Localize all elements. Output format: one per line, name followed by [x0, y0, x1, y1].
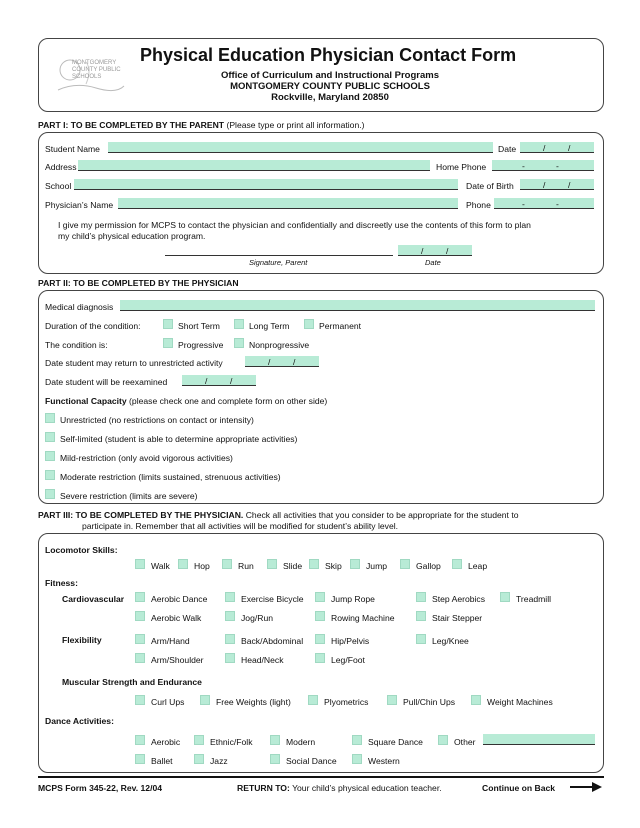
- permanent-checkbox[interactable]: [304, 319, 314, 329]
- school-label: School: [45, 181, 72, 191]
- locomotor-checkbox[interactable]: [350, 559, 360, 569]
- date-input[interactable]: [520, 142, 594, 152]
- signature-label: Signature, Parent: [249, 258, 308, 267]
- moderate-restriction-checkbox[interactable]: [45, 470, 55, 480]
- phone-input[interactable]: [494, 198, 594, 208]
- dance-row2-checkbox[interactable]: [270, 754, 280, 764]
- sig-date-line: [398, 255, 472, 256]
- flex-row2-checkbox[interactable]: [135, 653, 145, 663]
- dance-row1-checkbox[interactable]: [194, 735, 204, 745]
- reexam-line: [182, 385, 256, 386]
- return-date-sep-2: /: [293, 357, 296, 367]
- cardio-row2-checkbox[interactable]: [225, 611, 235, 621]
- locomotor-label: Jump: [366, 561, 388, 571]
- dob-label: Date of Birth: [466, 181, 514, 191]
- home-phone-input[interactable]: [492, 160, 594, 170]
- home-phone-line: [492, 170, 594, 171]
- mild-restriction-checkbox[interactable]: [45, 451, 55, 461]
- strength-checkbox[interactable]: [308, 695, 318, 705]
- short-term-label: Short Term: [178, 321, 220, 331]
- dance-row1-checkbox[interactable]: [135, 735, 145, 745]
- dob-sep-1: /: [543, 180, 546, 190]
- strength-checkbox[interactable]: [471, 695, 481, 705]
- school-line: [74, 189, 458, 190]
- cardio-row2-label: Aerobic Walk: [151, 613, 202, 623]
- part1-heading-text: PART I: TO BE COMPLETED BY THE PARENT: [38, 120, 225, 130]
- part1-heading-note: (Please type or print all information.): [226, 120, 365, 130]
- continue-on-back: Continue on Back: [482, 783, 556, 793]
- nonprogressive-label: Nonprogressive: [249, 340, 310, 350]
- locomotor-checkbox[interactable]: [309, 559, 319, 569]
- locomotor-title: Locomotor Skills:: [45, 545, 118, 555]
- return-date-input[interactable]: [245, 356, 319, 366]
- dob-line: [520, 189, 594, 190]
- locomotor-label: Walk: [151, 561, 170, 571]
- unrestricted-label: Unrestricted (no restrictions on contact or intensity): [60, 415, 254, 425]
- sig-date-sep-2: /: [446, 246, 449, 256]
- permission-text-1: I give my permission for MCPS to contact the physician and confidentially and discreetly use the contents of this form to plan: [58, 220, 531, 230]
- reexam-sep-2: /: [230, 376, 233, 386]
- self-limited-label: Self-limited (student is able to determine appropriate activities): [60, 434, 298, 444]
- flex-row2-label: Leg/Foot: [331, 655, 365, 665]
- return-date-sep-1: /: [268, 357, 271, 367]
- address-input[interactable]: [78, 160, 430, 170]
- strength-label: Pull/Chin Ups: [403, 697, 456, 707]
- other-dance-input[interactable]: [483, 734, 595, 744]
- cardio-row2-checkbox[interactable]: [135, 611, 145, 621]
- strength-label: Weight Machines: [487, 697, 553, 707]
- severe-restriction-label: Severe restriction (limits are severe): [60, 491, 198, 501]
- locomotor-label: Slide: [283, 561, 303, 571]
- student-name-line: [108, 152, 493, 153]
- self-limited-checkbox[interactable]: [45, 432, 55, 442]
- cardio-row1-label: Exercise Bicycle: [241, 594, 304, 604]
- phone-dash-1: -: [522, 199, 525, 209]
- flex-row2-label: Head/Neck: [241, 655, 284, 665]
- date-sep-2: /: [568, 143, 571, 153]
- locomotor-checkbox[interactable]: [178, 559, 188, 569]
- dance-row2-label: Ballet: [151, 756, 173, 766]
- duration-label: Duration of the condition:: [45, 321, 141, 331]
- dance-row1-label: Ethnic/Folk: [210, 737, 253, 747]
- flex-row2-checkbox[interactable]: [315, 653, 325, 663]
- dob-sep-2: /: [568, 180, 571, 190]
- strength-checkbox[interactable]: [387, 695, 397, 705]
- flex-row1-label: Back/Abdominal: [241, 636, 304, 646]
- signature-line: [165, 255, 393, 256]
- condition-label: The condition is:: [45, 340, 108, 350]
- strength-label: Curl Ups: [151, 697, 185, 707]
- home-phone-label: Home Phone: [436, 162, 487, 172]
- sig-date-label: Date: [425, 258, 441, 267]
- strength-checkbox[interactable]: [135, 695, 145, 705]
- reexam-input[interactable]: [182, 375, 256, 385]
- date-sep-1: /: [543, 143, 546, 153]
- part3-note-2: participate in. Remember that all activities will be modified for student’s ability level.: [82, 521, 399, 531]
- flex-row1-checkbox[interactable]: [225, 634, 235, 644]
- dance-row1-checkbox[interactable]: [352, 735, 362, 745]
- return-to-label: RETURN TO:: [237, 783, 290, 793]
- address-line: [78, 170, 430, 171]
- dance-row2-checkbox[interactable]: [352, 754, 362, 764]
- locomotor-label: Gallop: [416, 561, 441, 571]
- cardio-row1-checkbox[interactable]: [315, 592, 325, 602]
- flex-row1-label: Hip/Pelvis: [331, 636, 370, 646]
- phone-line: [494, 208, 594, 209]
- cardio-title: Cardiovascular: [62, 594, 125, 604]
- part3-heading: [38, 510, 519, 520]
- cardio-row1-checkbox[interactable]: [416, 592, 426, 602]
- dance-row1-label: Modern: [286, 737, 316, 747]
- footer-rule: [38, 776, 604, 778]
- cardio-row1-label: Aerobic Dance: [151, 594, 208, 604]
- progressive-label: Progressive: [178, 340, 224, 350]
- physician-name-line: [118, 208, 458, 209]
- home-phone-dash-2: -: [556, 161, 559, 171]
- short-term-checkbox[interactable]: [163, 319, 173, 329]
- dance-row1-checkbox[interactable]: [438, 735, 448, 745]
- return-to: [237, 783, 442, 793]
- locomotor-checkbox[interactable]: [222, 559, 232, 569]
- locomotor-checkbox[interactable]: [400, 559, 410, 569]
- return-date-label: Date student may return to unrestricted activity: [45, 358, 223, 368]
- dance-row1-checkbox[interactable]: [270, 735, 280, 745]
- student-name-input[interactable]: [108, 142, 493, 152]
- date-label: Date: [498, 144, 517, 154]
- strength-label: Plyometrics: [324, 697, 369, 707]
- dob-input[interactable]: [520, 179, 594, 189]
- part1-heading: [38, 120, 365, 130]
- flex-row1-label: Leg/Knee: [432, 636, 469, 646]
- permission-text-2: my child’s physical education program.: [58, 231, 206, 241]
- student-name-label: Student Name: [45, 144, 100, 154]
- school-input[interactable]: [74, 179, 458, 189]
- cardio-row1-checkbox[interactable]: [225, 592, 235, 602]
- cardio-row1-label: Step Aerobics: [432, 594, 486, 604]
- part3-note-1: Check all activities that you consider to be appropriate for the student to: [245, 510, 519, 520]
- address-label: Address: [45, 162, 77, 172]
- part2-heading: PART II: TO BE COMPLETED BY THE PHYSICIAN: [38, 278, 239, 288]
- dance-row1-label: Aerobic: [151, 737, 181, 747]
- return-date-line: [245, 366, 319, 367]
- dance-title: Dance Activities:: [45, 716, 114, 726]
- diagnosis-input[interactable]: [120, 300, 595, 310]
- mild-restriction-label: Mild-restriction (only avoid vigorous activities): [60, 453, 233, 463]
- cardio-row2-label: Rowing Machine: [331, 613, 395, 623]
- district-city: Rockville, Maryland 20850: [271, 92, 389, 103]
- dance-row2-label: Social Dance: [286, 756, 337, 766]
- physician-name-input[interactable]: [118, 198, 458, 208]
- diagnosis-line: [120, 310, 595, 311]
- diagnosis-label: Medical diagnosis: [45, 302, 114, 312]
- severe-restriction-checkbox[interactable]: [45, 489, 55, 499]
- flex-row2-checkbox[interactable]: [225, 653, 235, 663]
- physician-name-label: Physician’s Name: [45, 200, 114, 210]
- cardio-row1-label: Jump Rope: [331, 594, 375, 604]
- office-name: Office of Curriculum and Instructional Programs: [220, 70, 439, 81]
- home-phone-dash-1: -: [522, 161, 525, 171]
- capacity-note: (please check one and complete form on other side): [129, 396, 328, 406]
- return-to-text: Your child’s physical education teacher.: [292, 783, 442, 793]
- flex-title: Flexibility: [62, 635, 102, 645]
- dance-row1-label: Other: [454, 737, 476, 747]
- logo-line-2: COUNTY PUBLIC: [72, 67, 121, 73]
- date-line: [520, 152, 594, 153]
- flex-row1-checkbox[interactable]: [416, 634, 426, 644]
- strength-label: Free Weights (light): [216, 697, 291, 707]
- page-title: Physical Education Physician Contact Form: [140, 45, 517, 65]
- unrestricted-checkbox[interactable]: [45, 413, 55, 423]
- cardio-row2-checkbox[interactable]: [315, 611, 325, 621]
- locomotor-checkbox[interactable]: [135, 559, 145, 569]
- long-term-label: Long Term: [249, 321, 290, 331]
- sig-date-input[interactable]: [398, 245, 472, 255]
- dance-row2-label: Western: [368, 756, 400, 766]
- part3-heading-text: PART III: TO BE COMPLETED BY THE PHYSICIAN.: [38, 510, 244, 520]
- mcps-logo: [56, 56, 126, 96]
- locomotor-checkbox[interactable]: [267, 559, 277, 569]
- strength-title: Muscular Strength and Endurance: [62, 677, 202, 687]
- flex-row1-checkbox[interactable]: [135, 634, 145, 644]
- flex-row1-checkbox[interactable]: [315, 634, 325, 644]
- strength-checkbox[interactable]: [200, 695, 210, 705]
- locomotor-label: Hop: [194, 561, 210, 571]
- locomotor-label: Leap: [468, 561, 488, 571]
- logo-line-1: MONTGOMERY: [72, 60, 117, 66]
- flex-row2-label: Arm/Shoulder: [151, 655, 204, 665]
- dance-row1-label: Square Dance: [368, 737, 423, 747]
- reexam-sep-1: /: [205, 376, 208, 386]
- locomotor-checkbox[interactable]: [452, 559, 462, 569]
- dance-row2-checkbox[interactable]: [135, 754, 145, 764]
- moderate-restriction-label: Moderate restriction (limits sustained, strenuous activities): [60, 472, 281, 482]
- dance-row2-label: Jazz: [210, 756, 228, 766]
- fitness-title: Fitness:: [45, 578, 78, 588]
- phone-dash-2: -: [556, 199, 559, 209]
- permanent-label: Permanent: [319, 321, 362, 331]
- locomotor-label: Run: [238, 561, 254, 571]
- reexam-label: Date student will be reexamined: [45, 377, 168, 387]
- form-id: MCPS Form 345-22, Rev. 12/04: [38, 783, 163, 793]
- progressive-checkbox[interactable]: [163, 338, 173, 348]
- cardio-row2-label: Jog/Run: [241, 613, 274, 623]
- capacity-title: Functional Capacity: [45, 396, 127, 406]
- cardio-row2-label: Stair Stepper: [432, 613, 483, 623]
- dance-row2-checkbox[interactable]: [194, 754, 204, 764]
- cardio-row1-checkbox[interactable]: [135, 592, 145, 602]
- capacity-heading: [45, 396, 327, 406]
- nonprogressive-checkbox[interactable]: [234, 338, 244, 348]
- district-name: MONTGOMERY COUNTY PUBLIC SCHOOLS: [230, 81, 430, 92]
- sig-date-sep-1: /: [421, 246, 424, 256]
- other-dance-line: [483, 744, 595, 745]
- cardio-row1-checkbox[interactable]: [500, 592, 510, 602]
- cardio-row2-checkbox[interactable]: [416, 611, 426, 621]
- locomotor-label: Skip: [325, 561, 342, 571]
- arrow-right-icon: [570, 782, 602, 794]
- long-term-checkbox[interactable]: [234, 319, 244, 329]
- cardio-row1-label: Treadmill: [516, 594, 552, 604]
- flex-row1-label: Arm/Hand: [151, 636, 190, 646]
- phone-label: Phone: [466, 200, 491, 210]
- logo-line-3: SCHOOLS: [72, 74, 102, 80]
